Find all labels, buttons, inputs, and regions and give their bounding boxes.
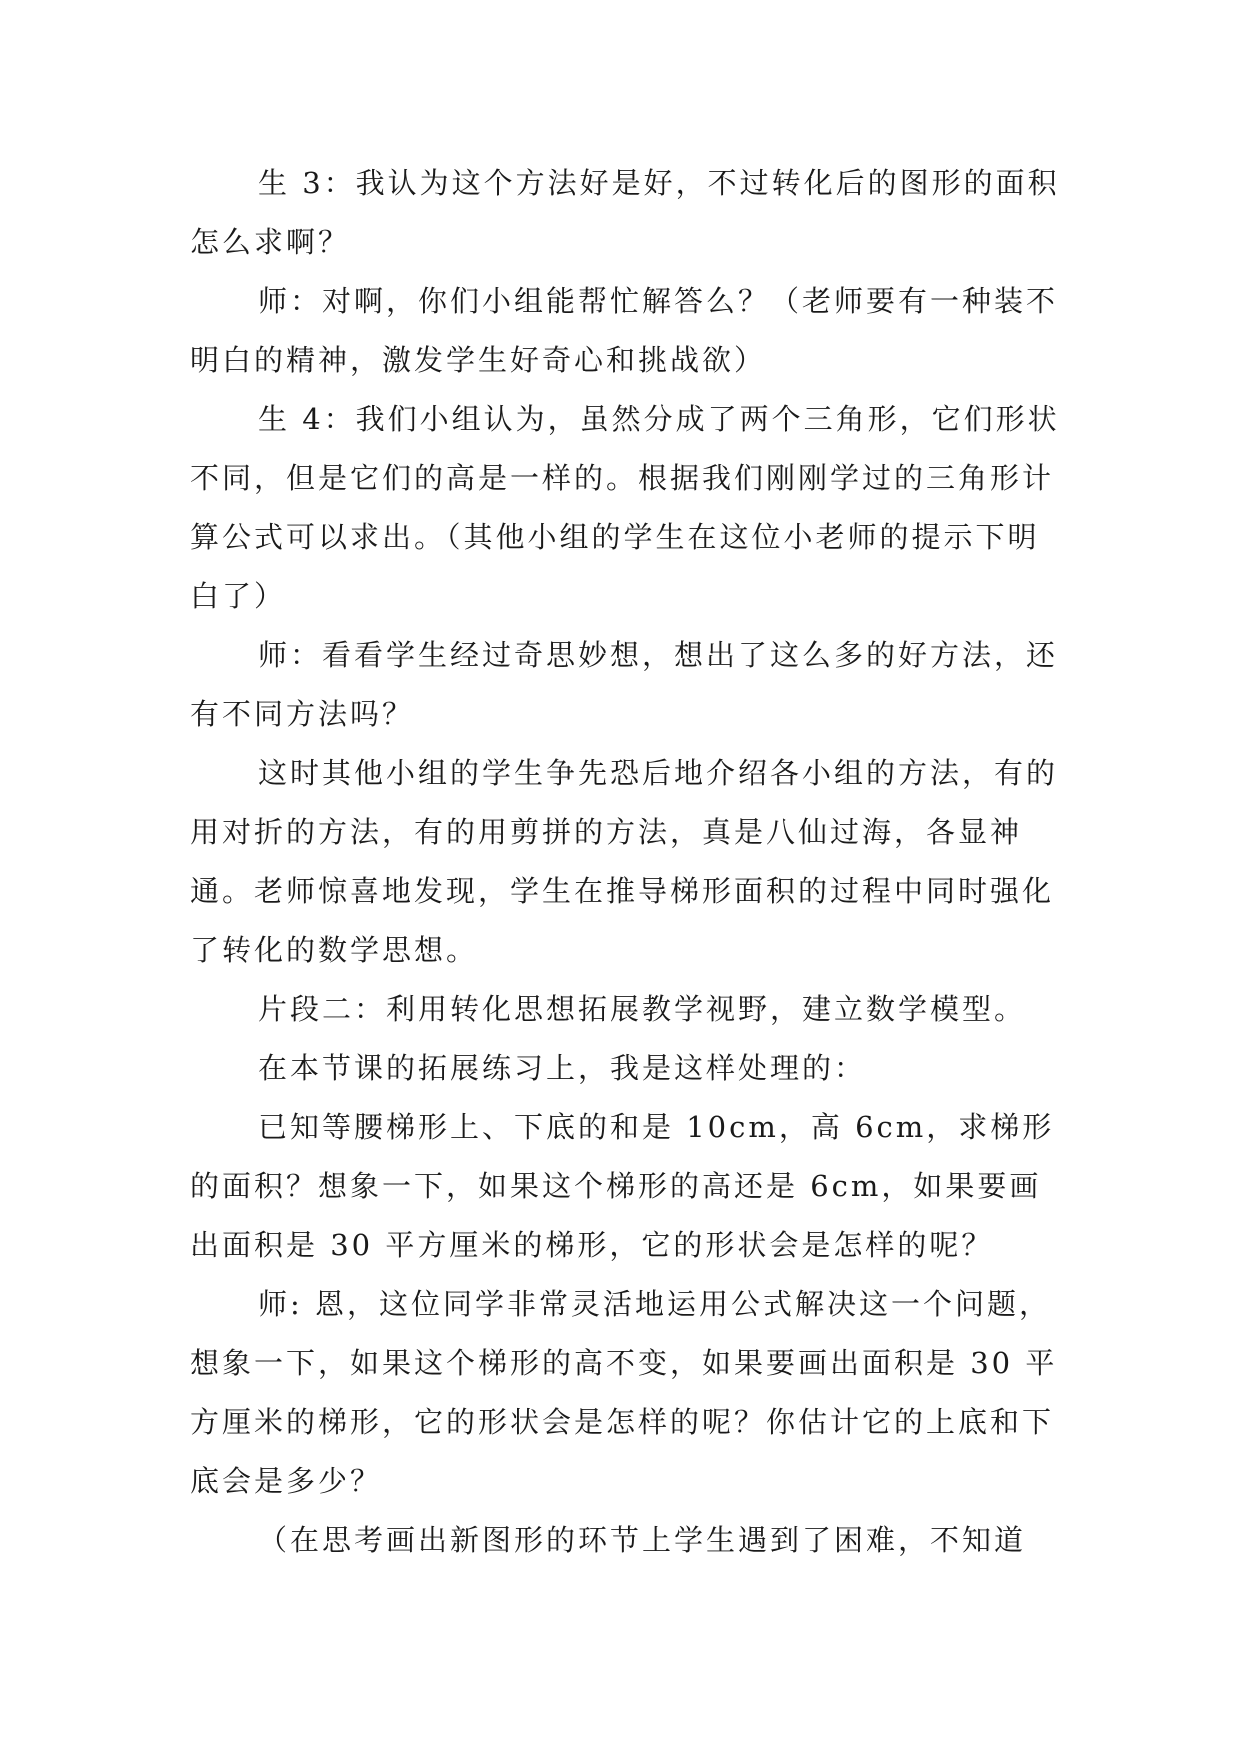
paragraph-teacher-question: 师：对啊，你们小组能帮忙解答么？（老师要有一种装不明白的精神，激发学生好奇心和挑战欲）	[190, 284, 1059, 377]
paragraph-student-4: 生 4：我们小组认为，虽然分成了两个三角形，它们形状不同，但是它们的高是一样的。根据我们刚刚学过的三角形计算公式可以求出。（其他小组的学生在这位小老师的提示下明白了）	[190, 402, 1060, 613]
paragraph-trapezoid-problem: 已知等腰梯形上、下底的和是 10cm，高 6cm，求梯形的面积？想象一下，如果这个梯形的高还是 6cm，如果要画出面积是 30 平方厘米的梯形，它的形状会是怎样的呢？	[190, 1110, 1055, 1262]
paragraph-difficulty-note: （在思考画出新图形的环节上学生遇到了困难，不知道	[258, 1523, 1027, 1557]
paragraph-section-two-heading: 片段二：利用转化思想拓展教学视野，建立数学模型。	[258, 992, 1027, 1026]
paragraph-student-3: 生 3：我认为这个方法好是好，不过转化后的图形的面积怎么求啊？	[190, 166, 1060, 259]
body-text	[190, 154, 1070, 1570]
paragraph-teacher-follow-up: 师: 恩，这位同学非常灵活地运用公式解决这一个问题，想象一下，如果这个梯形的高不变，如果要画出面积是 30 平方厘米的梯形，它的形状会是怎样的呢？你估计它的上底和下底会是多少？	[190, 1287, 1058, 1498]
paragraph-other-groups: 这时其他小组的学生争先恐后地介绍各小组的方法，有的用对折的方法，有的用剪拼的方法，真是八仙过海，各显神通。老师惊喜地发现，学生在推导梯形面积的过程中同时强化了转化的数学思想。	[190, 756, 1059, 967]
paragraph-extension-intro: 在本节课的拓展练习上，我是这样处理的：	[258, 1051, 867, 1085]
paragraph-teacher-praise: 师：看看学生经过奇思妙想，想出了这么多的好方法，还有不同方法吗？	[190, 638, 1059, 731]
